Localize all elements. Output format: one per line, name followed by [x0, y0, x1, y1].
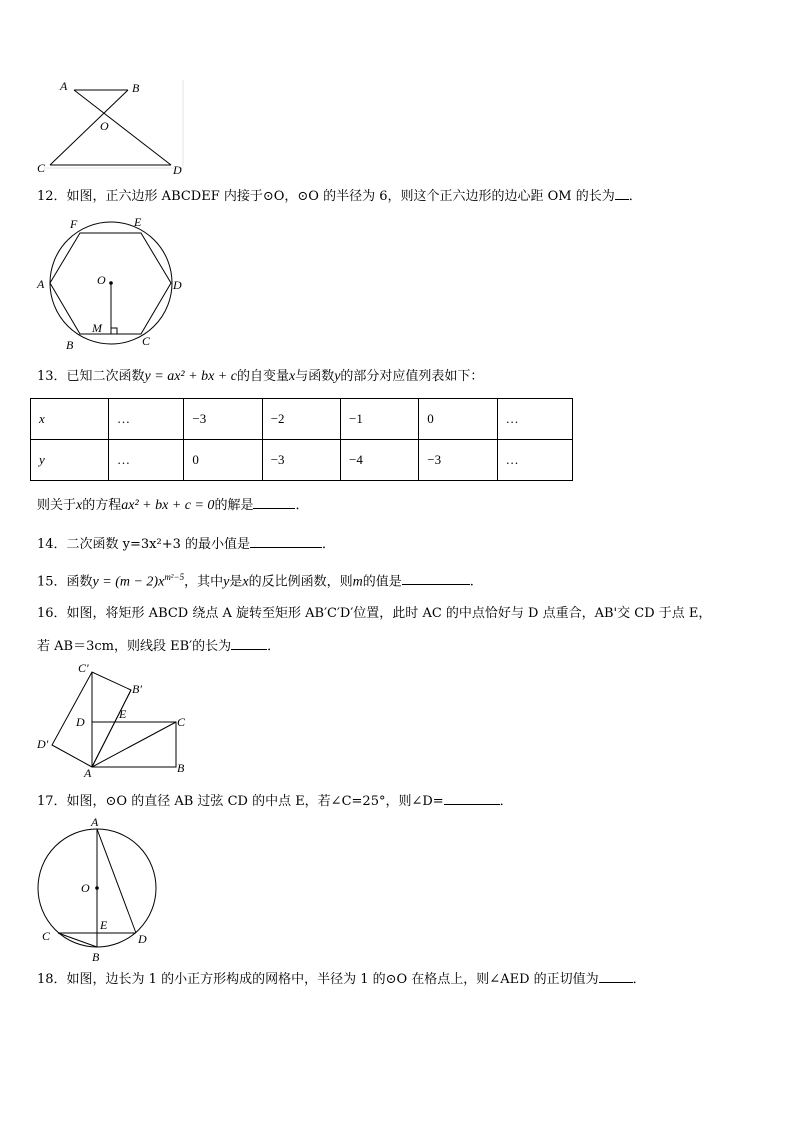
question-12: 12．如图，正六边形 ABCDEF 内接于⊙O，⊙O 的半径为 6，则这个正六边形的边心距 OM 的长为 ．	[37, 189, 642, 204]
table-cell: …	[109, 399, 184, 440]
svg-text:E: E	[100, 918, 108, 932]
question-17: 17．如图，⊙O 的直径 AB 过弦 CD 的中点 E，若∠C=25°，则∠D= ．	[37, 794, 513, 809]
question-13: 13．已知二次函数y = ax² + bx + c的自变量x与函数y的部分对应值列表如下：	[37, 369, 484, 384]
value-table	[30, 398, 573, 481]
question-13-follow: 则关于x的方程ax² + bx + c = 0的解是 ．	[37, 498, 309, 513]
svg-text:B′: B′	[132, 682, 142, 696]
label-d: D	[173, 163, 182, 177]
q15-exponent: m²−5	[164, 572, 185, 582]
svg-text:E: E	[134, 215, 142, 229]
table-cell: −3	[262, 440, 340, 481]
figure-crossed-triangles	[30, 76, 190, 178]
q12-answer-blank[interactable]	[615, 187, 629, 200]
table-cell: …	[109, 440, 184, 481]
q15-formula: y = (m − 2)x	[92, 574, 165, 590]
q13-formula: y = ax² + bx + c	[144, 369, 237, 384]
table-cell: −2	[262, 399, 340, 440]
svg-text:F: F	[70, 217, 78, 231]
svg-text:C: C	[142, 334, 151, 348]
figure-rotated-rectangles	[34, 660, 204, 780]
svg-text:M: M	[92, 321, 102, 335]
segment-ab1	[92, 690, 131, 767]
svg-text:B: B	[66, 338, 74, 352]
q18-answer-blank[interactable]	[599, 970, 633, 983]
svg-text:A: A	[91, 815, 99, 829]
table-cell: 0	[184, 440, 262, 481]
svg-text:D: D	[173, 278, 182, 292]
svg-text:O: O	[97, 273, 106, 287]
q17-answer-blank[interactable]	[444, 792, 500, 805]
question-18: 18．如图，边长为 1 的小正方形构成的网格中，半径为 1 的⊙O 在格点上，则∠AED 的正切值为 ．	[37, 972, 646, 987]
label-c: C	[37, 161, 46, 175]
table-cell: −3	[419, 440, 497, 481]
q14-answer-blank[interactable]	[250, 535, 322, 548]
question-16-line1: 16．如图，将矩形 ABCD 绕点 A 旋转至矩形 AB′C′D′位置，此时 AC 的中点恰好与 D 点重合，AB'交 CD 于点 E，	[37, 606, 712, 621]
table-row-x	[31, 399, 573, 440]
label-b: B	[132, 81, 140, 95]
svg-text:A: A	[84, 766, 92, 780]
svg-text:B: B	[92, 950, 100, 964]
svg-text:C: C	[177, 715, 186, 729]
figure-circle-chord	[34, 812, 174, 967]
svg-text:E: E	[119, 707, 127, 721]
table-header-cell: y	[31, 440, 109, 481]
center-dot	[95, 886, 99, 890]
label-o: O	[100, 119, 109, 133]
table-cell: …	[497, 440, 572, 481]
q12-text: 12．如图，正六边形 ABCDEF 内接于⊙O，⊙O 的半径为 6，则这个正六边形的边心距 OM 的长为	[37, 189, 615, 204]
table-cell: −3	[184, 399, 262, 440]
svg-text:C′: C′	[78, 661, 89, 675]
svg-text:C: C	[42, 929, 51, 943]
table-header-cell: x	[31, 399, 109, 440]
center-dot	[109, 281, 113, 285]
svg-text:O: O	[81, 881, 90, 895]
figure-hexagon-in-circle	[34, 212, 194, 352]
q15-answer-blank[interactable]	[402, 572, 470, 585]
question-16-line2: 若 AB＝3cm，则线段 EB′的长为 ．	[37, 639, 281, 654]
svg-text:A: A	[37, 277, 45, 291]
table-cell: −4	[340, 440, 418, 481]
q16-answer-blank[interactable]	[231, 637, 267, 650]
diagonal-ac	[92, 722, 176, 767]
question-15: 15．函数$y = (m - 2)x^{m^2-5}$，其中y是x的反比例函数，则m的值是 .	[37, 572, 474, 590]
svg-text:D: D	[76, 715, 85, 729]
svg-text:D: D	[138, 932, 147, 946]
right-angle-mark	[111, 328, 117, 334]
q13-equation: ax² + bx + c = 0	[121, 498, 215, 513]
segment-cb	[58, 933, 97, 947]
table-cell: …	[497, 399, 572, 440]
table-cell: 0	[419, 399, 497, 440]
question-14: 14．二次函数 y=3x²+3 的最小值是 ．	[37, 537, 336, 552]
label-a: A	[60, 79, 68, 93]
table-row-y	[31, 440, 573, 481]
svg-text:D′: D′	[37, 737, 49, 751]
q13-answer-blank[interactable]	[253, 496, 295, 509]
table-cell: −1	[340, 399, 418, 440]
svg-text:B: B	[177, 761, 185, 775]
